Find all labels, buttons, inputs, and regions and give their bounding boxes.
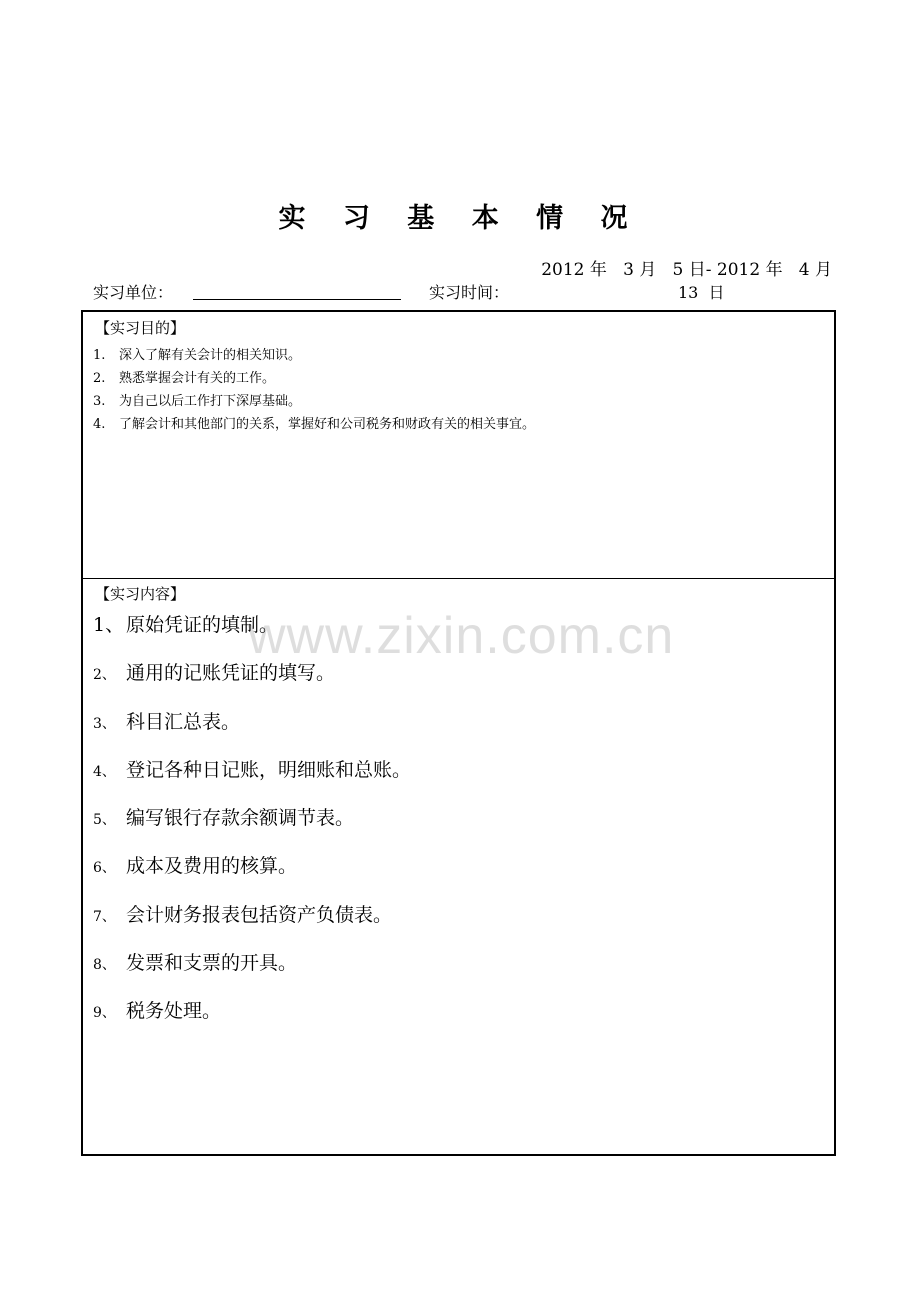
list-item: 8、 发票和支票的开具。	[93, 952, 298, 975]
list-item: 9、 税务处理。	[93, 1000, 222, 1023]
list-item: 1、 原始凭证的填制。	[93, 614, 279, 636]
list-item: 3. 为自己以后工作打下深厚基础。	[93, 394, 302, 409]
goals-heading: 【实习目的】	[95, 319, 186, 337]
list-item: 3、 科目汇总表。	[93, 710, 241, 733]
goals-list	[93, 344, 535, 436]
list-item: 4. 了解会计和其他部门的关系，掌握好和公司税务和财政有关的相关事宜。	[93, 417, 536, 432]
watermark: www.zixin.com.cn	[248, 607, 675, 665]
list-item: 2、 通用的记账凭证的填写。	[93, 662, 336, 685]
unit-blank-line	[193, 299, 401, 300]
content-list	[93, 610, 411, 1045]
list-item: 7、 会计财务报表包括资产负债表。	[93, 903, 393, 926]
info-table	[81, 310, 836, 1156]
list-item: 4、 登记各种日记账，明细账和总账。	[93, 758, 412, 781]
list-item: 5、 编写银行存款余额调节表。	[93, 807, 355, 830]
list-item: 1. 深入了解有关会计的相关知识。	[93, 348, 302, 363]
list-item: 2. 熟悉掌握会计有关的工作。	[93, 371, 276, 386]
unit-label: 实习单位：	[93, 283, 174, 302]
list-item: 6、 成本及费用的核算。	[93, 855, 298, 878]
date-range: 2012 年 3 月 5 日- 2012 年 4 月	[541, 260, 832, 280]
page-title: 实 习 基 本 情 况	[278, 203, 642, 234]
time-label: 实习时间：	[429, 283, 510, 302]
date-range-end-day: 13 日	[678, 283, 725, 302]
content-heading: 【实习内容】	[95, 585, 186, 603]
section-divider	[83, 578, 834, 579]
